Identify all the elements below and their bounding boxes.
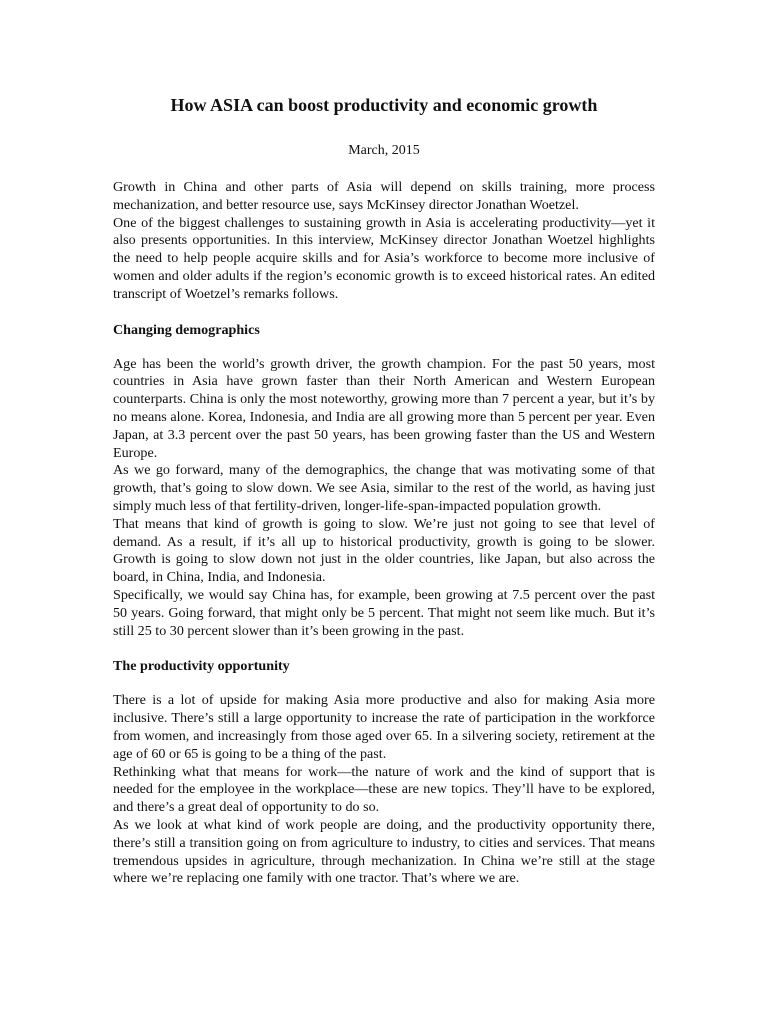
intro-section: [113, 179, 655, 304]
document-body: [113, 90, 655, 888]
section-changing-demographics: [113, 321, 655, 641]
section-productivity-opportunity: [113, 657, 655, 888]
document-date: March, 2015: [348, 143, 420, 158]
section-heading: Changing demographics: [113, 321, 260, 338]
section-paragraph: As we go forward, many of the demographics, the change that was motivating some of that growth, that’s going to slow down. We see Asia, similar to the rest of the world, as having just simply much less of that fertility-driven, longer-life-span-impacted population growth.: [113, 462, 655, 514]
intro-paragraph: One of the biggest challenges to sustaining growth in Asia is accelerating productivity—yet it also presents opportunities. In this interview, McKinsey director Jonathan Woetzel highlights the need to help people acquire skills and for Asia’s workforce to become more inclusive of women and older adults if the region’s economic growth is to exceed historical rates. An edited transcript of Woetzel’s remarks follows.: [113, 214, 655, 302]
section-paragraph: Specifically, we would say China has, for example, been growing at 7.5 percent over the past 50 years. Going forward, that might only be 5 percent. That might not seem like much. But it’s still 25 to 30 percent slower than it’s been growing in the past.: [113, 586, 655, 639]
document-title: How ASIA can boost productivity and economic growth: [170, 95, 598, 115]
section-paragraph: As we look at what kind of work people are doing, and the productivity opportunity there, there’s still a transition going on from agriculture to industry, to cities and services. That means tremendous upsides in agriculture, through mechanization. In China we’re still at the stage where we’re replacing one family with one tractor. That’s where we are.: [113, 816, 655, 887]
section-paragraph: Rethinking what that means for work—the nature of work and the kind of support that is needed for the employee in the workplace—these are new topics. They’ll have to be explored, and there’s a great deal of opportunity to do so.: [113, 763, 655, 816]
section-paragraph: There is a lot of upside for making Asia more productive and also for making Asia more inclusive. There’s still a large opportunity to increase the rate of participation in the workforce from women, and increasingly from those aged over 65. In a silvering society, retirement at the age of 60 or 65 is going to be a thing of the past.: [113, 692, 655, 762]
section-paragraph: Age has been the world’s growth driver, the growth champion. For the past 50 years, most countries in Asia have grown faster than their North American and Western European counterparts. China is only the most noteworthy, growing more than 7 percent a year, but it’s by no means alone. Korea, Indonesia, and India are all growing more than 5 percent per year. Even Japan, at 3.3 percent over the past 50 years, has been growing faster than the US and Western Europe.: [113, 355, 655, 461]
section-paragraph: That means that kind of growth is going to slow. We’re just not going to see that level of demand. As a result, if it’s all up to historical productivity, growth is going to be slower. Growth is going to slow down not just in the older countries, like Japan, but also across the board, in China, India, and Indonesia.: [113, 515, 655, 586]
section-heading: The productivity opportunity: [113, 658, 290, 675]
intro-paragraph: Growth in China and other parts of Asia will depend on skills training, more process mechanization, and better resource use, says McKinsey director Jonathan Woetzel.: [113, 179, 655, 213]
